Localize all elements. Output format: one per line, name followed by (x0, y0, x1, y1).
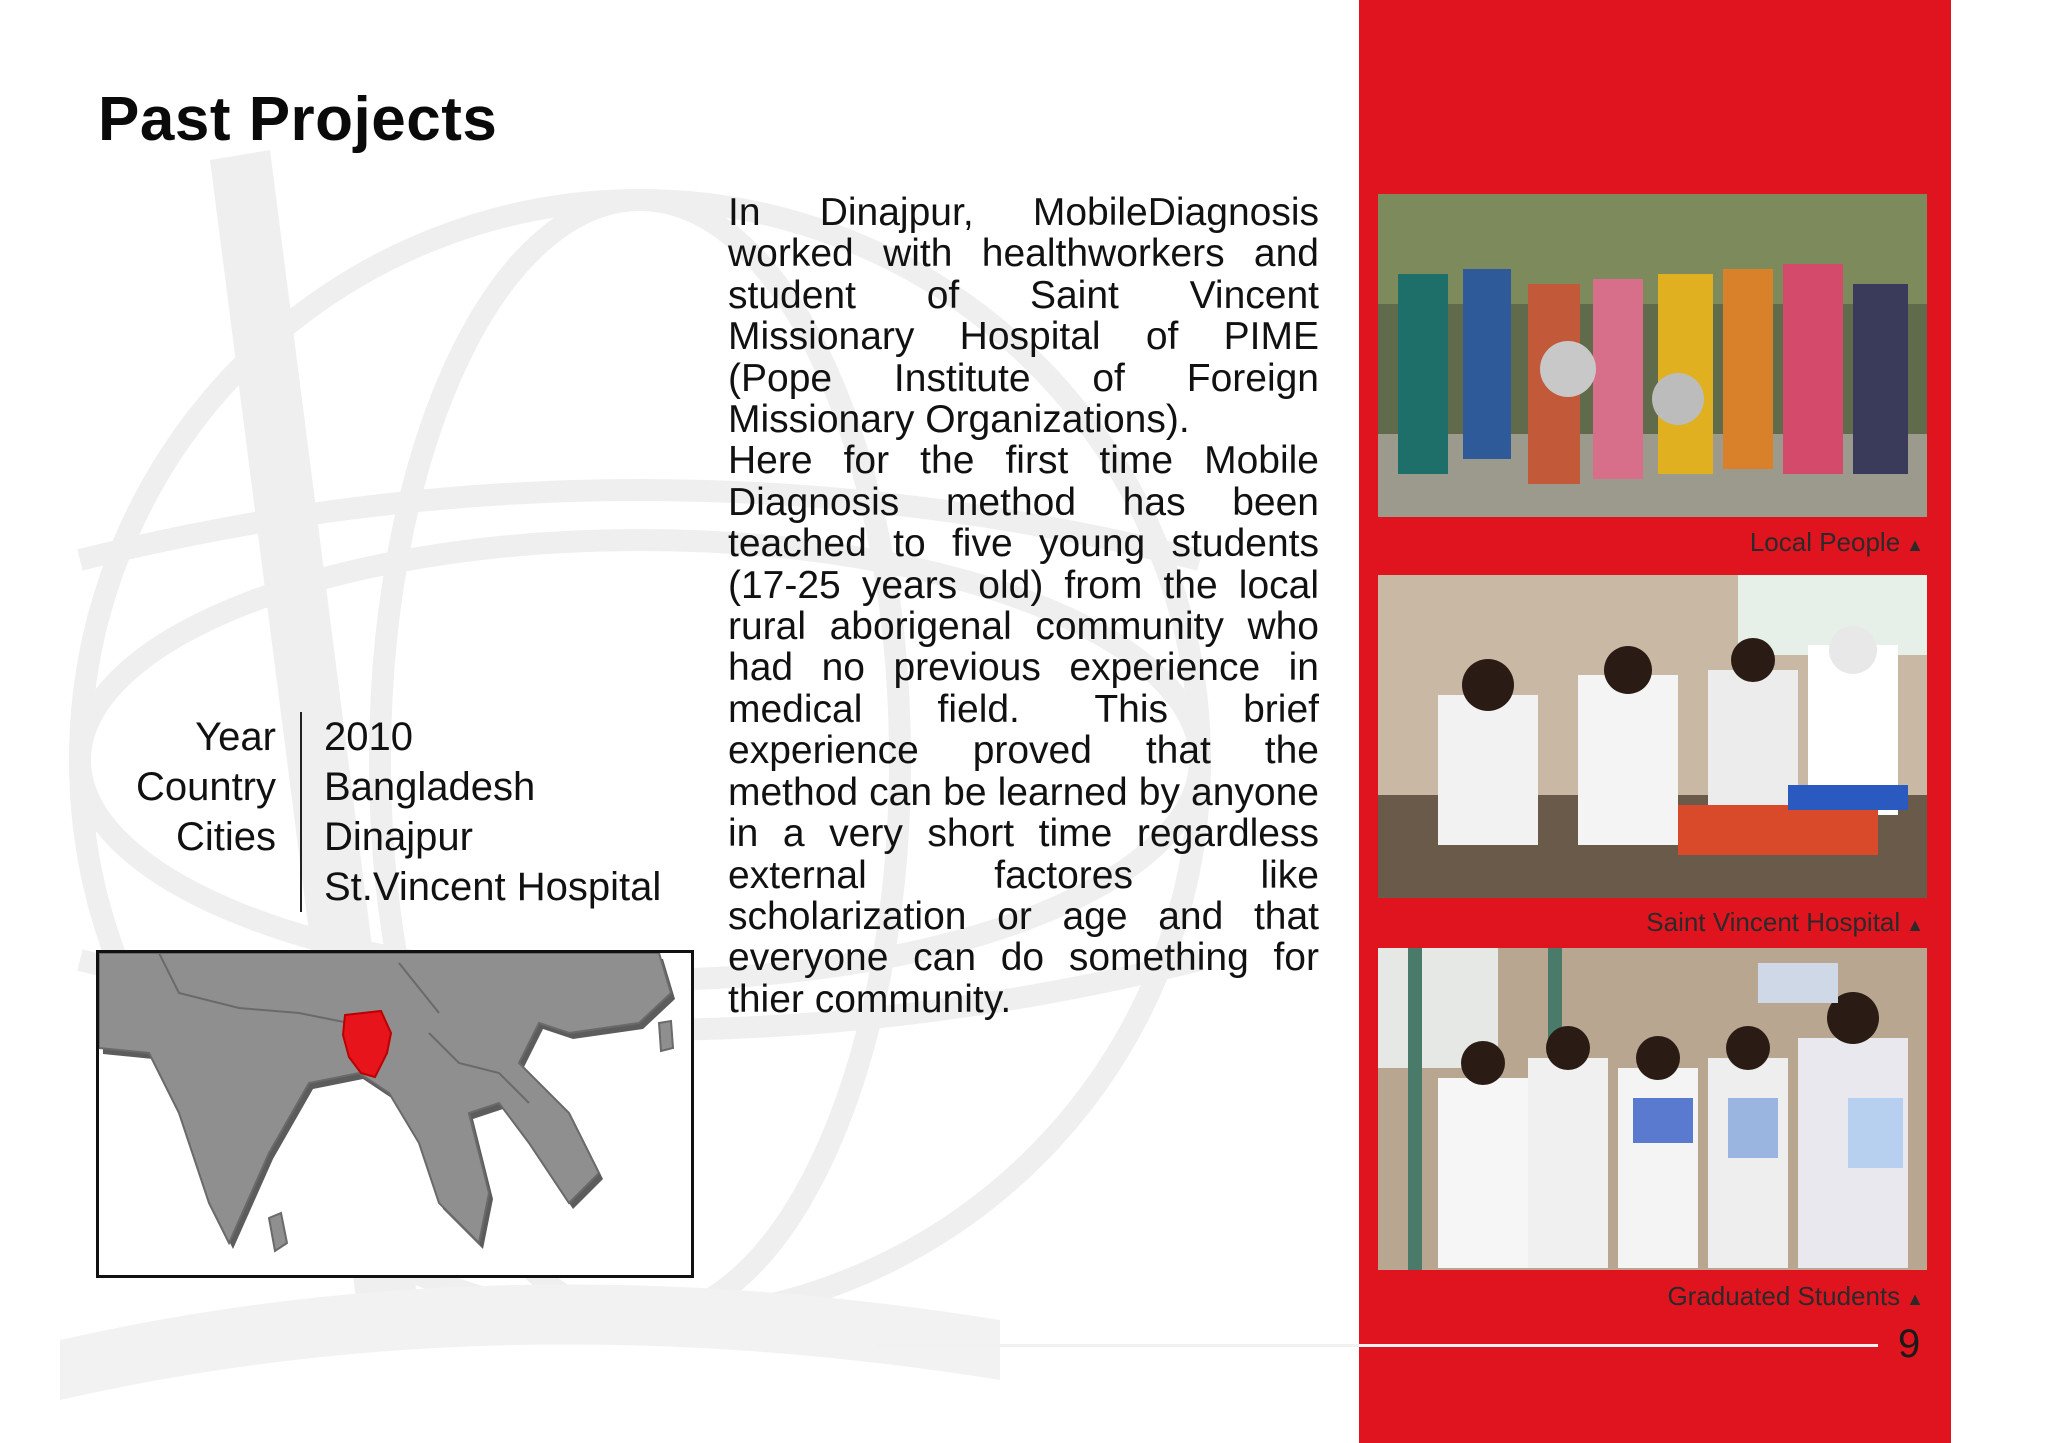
page-number: 9 (1898, 1322, 1921, 1366)
info-label: Year (195, 715, 276, 759)
info-value: Bangladesh (300, 762, 535, 812)
info-value: Dinajpur (300, 812, 473, 862)
description-paragraph-2: Here for the first time Mobile Diagnosis method has been teached to five young students (17-25 years old) from the local rural aborigenal community who had no previous experience in medical field. This brief experience proved that the method can be learned by anyone in a very short time regardless external factores like scholarization or age and that everyone can do something for thier community. (728, 439, 1319, 1021)
graduation-photo-icon (1378, 948, 1927, 1270)
project-description (728, 192, 1319, 1020)
info-row-year (100, 712, 661, 762)
caption-text: Graduated Students (1667, 1281, 1901, 1311)
page-title: Past Projects (98, 85, 498, 154)
photo-saint-vincent-hospital (1378, 575, 1927, 898)
info-row-cities (100, 812, 661, 862)
info-value: 2010 (300, 712, 413, 762)
info-label: Country (135, 765, 276, 809)
info-value: St.Vincent Hospital (300, 862, 661, 912)
footer-divider (878, 1344, 1878, 1347)
info-row-country (100, 762, 661, 812)
group-photo-icon (1378, 194, 1927, 517)
triangle-up-icon: ▲ (1906, 915, 1924, 935)
triangle-up-icon: ▲ (1906, 1289, 1924, 1309)
caption-saint-vincent-hospital (1646, 907, 1924, 938)
info-row-site (100, 862, 661, 912)
caption-text: Local People (1749, 527, 1901, 557)
location-map (96, 950, 694, 1278)
caption-graduated-students (1667, 1281, 1924, 1312)
description-paragraph-1: In Dinajpur, MobileDiagnosis worked with healthworkers and student of Saint Vincent Missionary Hospital of PIME (Pope Institute of Foreign Missionary Organizations). (728, 191, 1319, 442)
info-label (100, 862, 300, 912)
triangle-up-icon: ▲ (1906, 535, 1924, 555)
classroom-photo-icon (1378, 575, 1927, 898)
map-icon (99, 953, 691, 1275)
caption-text: Saint Vincent Hospital (1646, 907, 1901, 937)
caption-local-people (1750, 527, 1924, 558)
info-label: Cities (175, 815, 276, 859)
project-info (100, 712, 661, 912)
photo-graduated-students (1378, 948, 1927, 1270)
photo-local-people (1378, 194, 1927, 517)
